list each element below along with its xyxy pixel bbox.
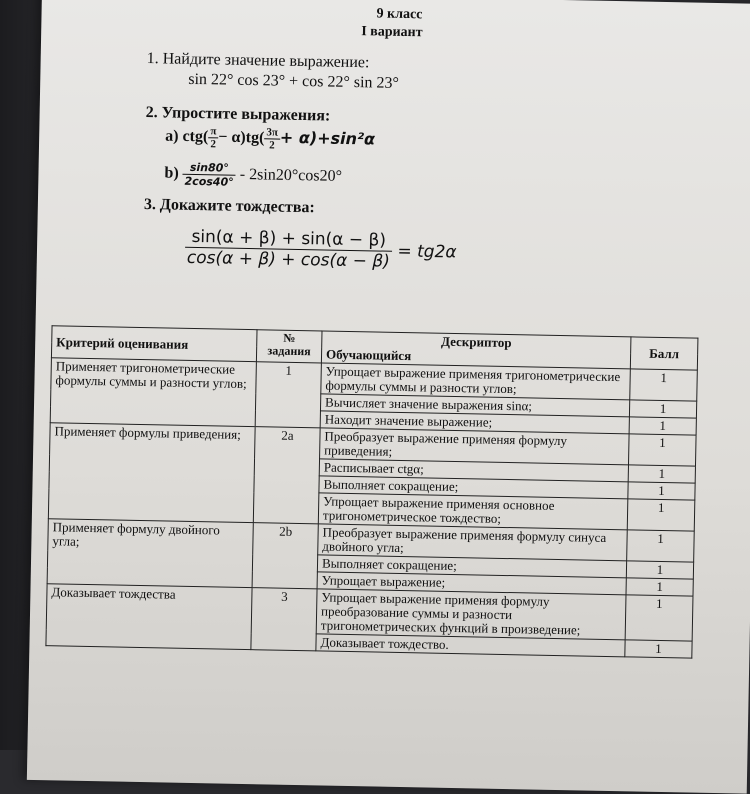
header-task-no [256,330,322,363]
score-cell: 1 [630,369,698,401]
worksheet-page [27,0,750,794]
task2b-fraction [182,161,236,189]
fraction-denominator: 2 [210,138,217,151]
task2a-fraction2 [264,126,280,151]
descriptor-cell: Упрощает выражение применяя формулу преобразование суммы и разности тригонометрических функций в произведение; [316,589,626,640]
descriptor-cell: Преобразует выражение применяя формулу синуса двойного угла; [318,524,628,561]
task3-title: 3. Докажите тождества: [143,195,315,217]
task-number-cell: 3 [251,588,317,651]
task2a-mid: − α)tg( [218,128,265,147]
header-task-no-line1: № [283,330,296,345]
score-cell: 1 [625,595,693,641]
task2a-fraction1 [208,125,219,150]
descriptor-cell: Упрощает выражение; [317,572,626,595]
fraction-denominator: 2cos40° [184,174,234,189]
fraction-denominator: cos(α + β) + cos(α − β) [186,247,391,272]
task3-fraction [185,227,393,272]
descriptor-cell: Упрощает выражение применяя тригонометрические формулы суммы и разности углов; [321,363,631,400]
task2a-prefix: a) ctg( [165,127,209,146]
criterion-cell: Применяет формулы приведения; [48,423,255,523]
header-task-no-line2: задания [267,343,311,359]
fraction-numerator: sin80° [183,161,236,176]
task2a-end: + α)+sin²α [279,127,376,149]
score-cell: 1 [627,530,695,562]
header-score: Балл [630,337,698,370]
score-cell: 1 [626,561,693,579]
criterion-cell: Доказывает тождества [46,584,252,650]
score-cell: 1 [625,640,692,658]
fraction-numerator: sin(α + β) + sin(α − β) [185,227,392,252]
fraction-numerator: 3π [264,126,280,139]
descriptor-cell: Расписывает ctgα; [319,459,628,482]
descriptor-cell: Преобразует выражение применяя формулу приведения; [320,428,630,465]
task2b-prefix: b) [164,164,179,182]
header-descriptor: Дескриптор [322,331,631,353]
task3-rhs: = tg2α [397,241,457,263]
header-criterion: Критерий оценивания [51,326,257,362]
task2b-rest: - 2sin20°cos20° [239,166,343,185]
task2b-expression [164,160,342,190]
header-student: Обучающийся [321,347,630,368]
task-number-cell: 2b [252,523,318,589]
descriptor-cell: Упрощает выражение применяя основное тригонометрическое тождество; [318,493,628,530]
descriptor-cell: Находит значение выражение; [320,411,629,434]
descriptor-cell: Доказывает тождество. [316,634,625,657]
task2-title: 2. Упростите выражения: [145,104,331,125]
score-cell: 1 [626,578,693,596]
task-number-cell: 1 [255,362,321,428]
score-cell: 1 [628,482,695,500]
task1-title: 1. Найдите значение выражение: [146,50,370,72]
task1-expression: sin 22° cos 23° + cos 22° sin 23° [188,70,400,92]
grade-label: 9 класс [376,6,423,23]
score-cell: 1 [628,465,695,483]
criterion-cell: Применяет тригонометрические формулы суммы и разности углов; [50,358,256,427]
score-cell: 1 [629,417,696,435]
variant-label: I вариант [361,24,423,41]
score-cell: 1 [627,499,695,531]
descriptor-cell: Выполняет сокращение; [317,555,626,578]
task3-identity [185,227,457,273]
task-number-cell: 2a [253,427,320,524]
score-cell: 1 [629,400,696,418]
task2a-expression [165,124,375,153]
assessment-table [45,325,698,658]
score-cell: 1 [628,434,696,466]
descriptor-cell: Вычисляет значение выражения sinα; [320,394,629,417]
fraction-numerator: π [208,125,218,138]
descriptor-cell: Выполняет сокращение; [319,476,628,499]
fraction-denominator: 2 [269,139,275,152]
criterion-cell: Применяет формулу двойного угла; [47,519,253,588]
